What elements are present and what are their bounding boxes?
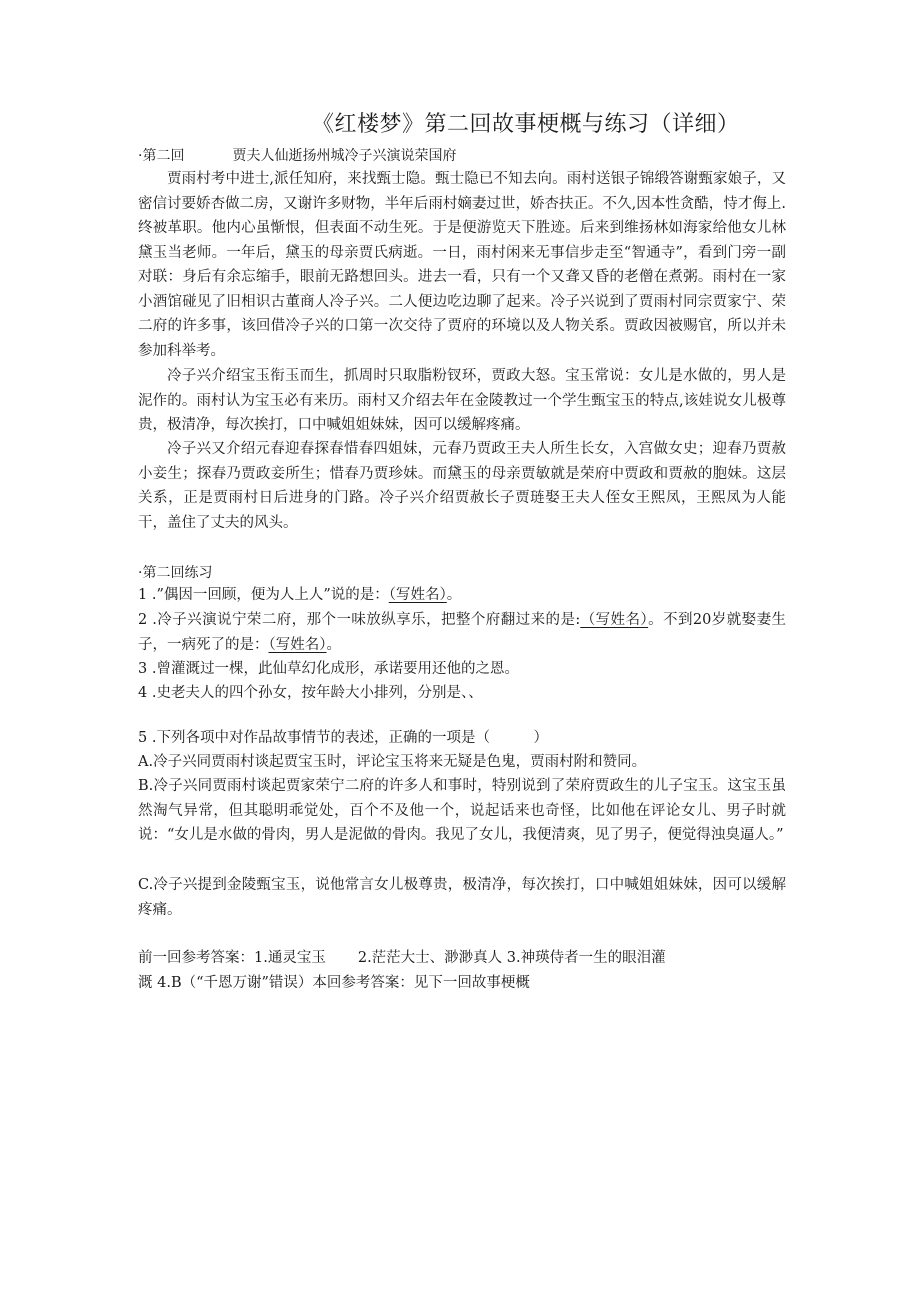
chapter-title: 贾夫人仙逝扬州城冷子兴演说荣国府 (232, 148, 457, 164)
answer-blank: （写姓名） (580, 612, 649, 628)
reference-answers: 前一回参考答案：1.通灵宝玉 2.茫茫大士、渺渺真人 3.神瑛侍者一生的眼泪灌 溉 4.B（“千恩万谢”错误）本回参考答案：见下一回故事梗概 (138, 950, 666, 991)
question-5-option-b: B.冷子兴同贾雨村谈起贾家荣宁二府的许多人和事时，特别说到了荣府贾政生的儿子宝玉。这宝玉虽然淘气异常，但其聪明乖觉处，百个不及他一个，说起话来也奇怪，比如他在评论女儿、男子时就说：“女儿是水做的骨肉，男人是泥做的骨肉。我见了女儿，我便清爽，见了男子，便觉得浊臭逼人。” (138, 778, 786, 843)
question-3: 3 .曾灌溉过一棵，此仙草幻化成形，承诺要用还他的之恩。 (138, 661, 519, 677)
question-4: 4 .史老夫人的四个孙女，按年龄大小排列，分别是、、 (138, 685, 483, 701)
question-5-option-c: C.冷子兴提到金陵甄宝玉，说他常言女儿极尊贵，极清净，每次挨打，口中喊姐姐妹妹，因可以缓解疼痛。 (138, 877, 786, 918)
practice-heading: ·第二回练习 (138, 565, 213, 581)
summary-paragraph-2: 冷子兴介绍宝玉衔玉而生，抓周时只取脂粉钗环，贾政大怒。宝玉常说：女儿是水做的，男人是泥作的。雨村认为宝玉必有来历。雨村又介绍去年在金陵教过一个学生甄宝玉的特点,该娃说女儿极尊贵，极清净，每次挨打，口中喊姐姐妹妹，因可以缓解疼痛。 (138, 368, 786, 433)
question-2: 2 .冷子兴演说宁荣二府，那个一味放纵享乐，把整个府翻过来的是:（写姓名）。不到20岁就娶妻生子，一病死了的是：（写姓名）。 (138, 612, 787, 653)
answer-blank: （写姓名） (268, 636, 327, 653)
chapter-heading (138, 146, 456, 166)
question-1: 1 .”偶因一回顾，便为人上人”说的是：（写姓名）。 (138, 587, 462, 603)
answer-blank: （写姓名） (388, 587, 447, 603)
document-title: 《红楼梦》第二回故事梗概与练习（详细） (312, 112, 740, 137)
chapter-label: ·第二回 (138, 148, 185, 164)
question-5-option-a: A.冷子兴同贾雨村谈起贾宝玉时，评论宝玉将来无疑是色鬼，贾雨村附和赞同。 (138, 754, 647, 770)
summary-paragraph-3: 冷子兴又介绍元春迎春探春惜春四姐妹，元春乃贾政王夫人所生长女，入宫做女史；迎春乃贾赦小妾生；探春乃贾政妾所生；惜春乃贾珍妹。而黛玉的母亲贾敏就是荣府中贾政和贾赦的胞妹。这层关系，正是贾雨村日后进身的门路。冷子兴介绍贾赦长子贾琏娶王夫人侄女王熙凤，王熙凤为人能干，盖住了丈夫的风头。 (138, 441, 786, 531)
question-5-stem: 5 .下列各项中对作品故事情节的表述，正确的一项是（ ） (138, 730, 548, 746)
summary-paragraph-1: 贾雨村考中进士,派任知府，来找甄士隐。甄士隐已不知去向。雨村送银子锦缎答谢甄家娘子，又密信讨要娇杏做二房，又谢许多财物，半年后雨村嫡妻过世，娇杏扶正。不久,因本性贪酷，恃才侮上.终被革职。他内心虽惭恨，但表面不动生死。于是便游览天下胜迹。后来到维扬林如海家给他女儿林黛玉当老师。一年后，黛玉的母亲贾氏病逝。一日，雨村闲来无事信步走至“智通寺”，看到门旁一副对联：身后有余忘缩手，眼前无路想回头。进去一看，只有一个又聋又昏的老僧在煮粥。雨村在一家小酒馆碰见了旧相识古董商人冷子兴。二人便边吃边聊了起来。冷子兴说到了贾雨村同宗贾家宁、荣二府的许多事，该回借冷子兴的口第一次交待了贾府的环境以及人物关系。贾政因被赐官，所以并未参加科举考。 (138, 171, 786, 359)
